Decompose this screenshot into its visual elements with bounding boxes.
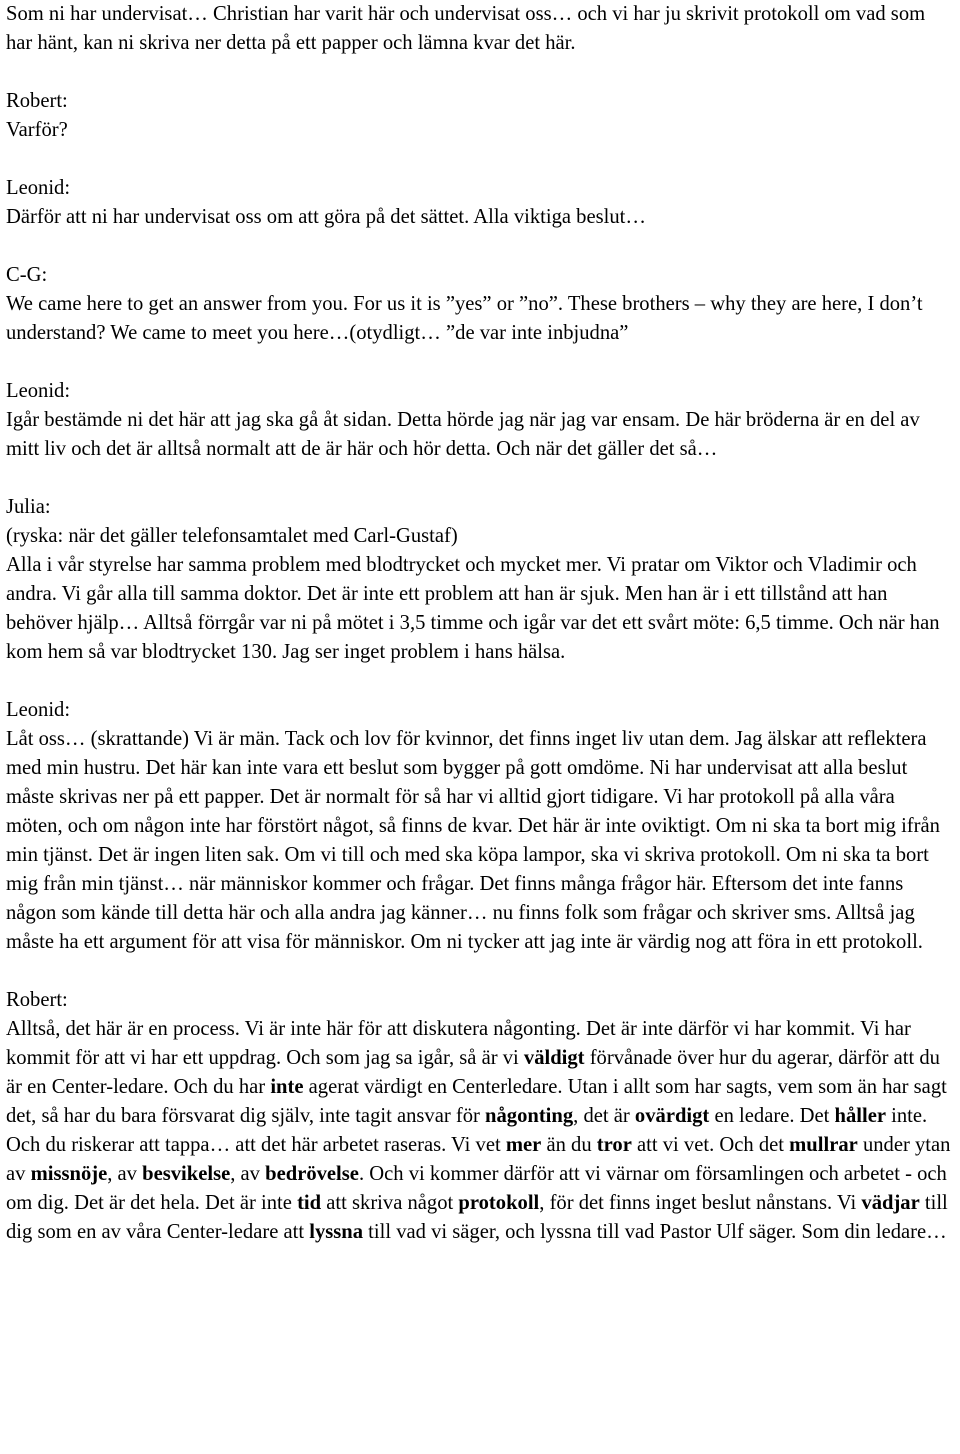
document-page [6,0,954,1276]
paragraph [6,116,954,145]
paragraph [6,406,954,464]
text-run: . Och vi kommer därför att vi värnar om församlingen och arbetet - och om dig. Det är det hela. Det är inte [6,1163,947,1214]
text-run: , av [230,1163,266,1185]
emphasized-text: inte [270,1076,304,1098]
transcript-block [6,0,954,58]
paragraph [6,0,954,58]
transcript-block [6,493,954,667]
speaker-label: Robert: [6,989,68,1011]
emphasized-text: mullrar [789,1134,858,1156]
text-run: (ryska: när det gäller telefonsamtalet med Carl-Gustaf) [6,525,458,547]
text-run: till vad vi säger, och lyssna till vad Pastor Ulf säger. Som din ledare… [363,1221,947,1243]
text-run: till dig som en av våra Center-ledare att [6,1192,948,1243]
speaker-label: Robert: [6,90,68,112]
text-run: att vi vet. Och det [631,1134,790,1156]
emphasized-text: någonting [485,1105,574,1127]
text-run: Därför att ni har undervisat oss om att göra på det sättet. Alla viktiga beslut… [6,206,646,228]
text-run: än du [541,1134,597,1156]
paragraph [6,1015,954,1247]
paragraph [6,290,954,348]
speaker-label: Leonid: [6,380,71,402]
text-run: att skriva något [321,1192,459,1214]
emphasized-text: vädjar [861,1192,920,1214]
text-run: Alltså, det här är en process. Vi är inte här för att diskutera någonting. Det är inte därför vi har kommit. Vi har kommit för att vi har ett uppdrag. Och som jag sa igår, så är vi [6,1018,911,1069]
emphasized-text: lyssna [309,1221,364,1243]
text-run: förvånade över hur du agerar, därför att du är en Center-ledare. Och du har [6,1047,940,1098]
paragraph [6,203,954,232]
text-run: Igår bestämde ni det här att jag ska gå åt sidan. Detta hörde jag när jag var ensam. De här bröderna är en del av mitt liv och det är alltså normalt att de är här och hör detta. Och när det gäller det så… [6,409,920,460]
speaker-label: Leonid: [6,699,71,721]
transcript-block [6,261,954,348]
transcript-block [6,377,954,464]
text-run: under ytan av [6,1134,951,1185]
emphasized-text: tid [297,1192,322,1214]
transcript-block [6,696,954,957]
emphasized-text: besvikelse [142,1163,231,1185]
speaker-label: Julia: [6,496,51,518]
paragraph [6,551,954,667]
speech-text [6,522,954,667]
text-run: We came here to get an answer from you. For us it is ”yes” or ”no”. These brothers – why they are here, I don’t understand? We came to meet you here…(otydligt… ”de var inte inbjudna” [6,293,923,344]
transcript-block [6,174,954,232]
text-run: , för det finns inget beslut nånstans. Vi [539,1192,862,1214]
text-run: , av [107,1163,143,1185]
text-run: agerat värdigt en Centerledare. Utan i allt som har sagts, vem som än har sagt det, så har du bara försvarat dig själv, inte tagit ansvar för [6,1076,947,1127]
speech-text [6,1015,954,1247]
text-run: en ledare. Det [709,1105,835,1127]
speaker-label: Leonid: [6,177,71,199]
speech-text [6,725,954,957]
speech-text [6,116,954,145]
text-run: inte. Och du riskerar att tappa… att det här arbetet raseras. Vi vet [6,1105,928,1156]
text-run: Varför? [6,119,68,141]
paragraph [6,725,954,957]
speaker-label: C-G: [6,264,48,286]
transcript-block [6,87,954,145]
text-run: , det är [573,1105,635,1127]
emphasized-text: håller [834,1105,886,1127]
paragraph [6,522,954,551]
emphasized-text: missnöje [30,1163,108,1185]
emphasized-text: ovärdigt [634,1105,710,1127]
emphasized-text: mer [505,1134,542,1156]
emphasized-text: tror [596,1134,632,1156]
speech-text [6,203,954,232]
text-run: Som ni har undervisat… Christian har varit här och undervisat oss… och vi har ju skrivit protokoll om vad som har hänt, kan ni skriva ner detta på ett papper och lämna kvar det här. [6,3,926,54]
emphasized-text: protokoll [458,1192,540,1214]
speech-text [6,0,954,58]
emphasized-text: bedrövelse [265,1163,359,1185]
speech-text [6,290,954,348]
text-run: Låt oss… (skrattande) Vi är män. Tack och lov för kvinnor, det finns inget liv utan dem. Jag älskar att reflektera med min hustru. Det här kan inte vara ett beslut som bygger på gott omdöme. Ni har undervisat att alla beslut måste skrivas ner på ett papper. Det är normalt för så har vi alltid gjort tidigare. Vi har protokoll på alla våra möten, och om någon inte har förstört något, så finns de kvar. Det här är inte oviktigt. Om ni ska ta bort mig ifrån min tjänst. Det är ingen liten sak. Om vi till och med ska köpa lampor, ska vi skriva protokoll. Om ni ska ta bort mig från min tjänst… när människor kommer och frågar. Det finns många frågor här. Eftersom det inte fanns någon som kände till detta här och alla andra jag känner… nu finns folk som frågar och skriver sms. Alltså jag måste ha ett argument för att visa för människor. Om ni tycker att jag inte är värdig nog att föra in ett protokoll. [6,728,940,953]
text-run: Alla i vår styrelse har samma problem med blodtrycket och mycket mer. Vi pratar om Viktor och Vladimir och andra. Vi går alla till samma doktor. Det är inte ett problem att han är sjuk. Men han är i ett tillstånd att han behöver hjälp… Alltså förrgår var ni på mötet i 3,5 timme och igår var det ett svårt möte: 6,5 timme. Och när han kom hem så var blodtrycket 130. Jag ser inget problem i hans hälsa. [6,554,940,663]
transcript-block [6,986,954,1247]
speech-text [6,406,954,464]
emphasized-text: väldigt [523,1047,585,1069]
